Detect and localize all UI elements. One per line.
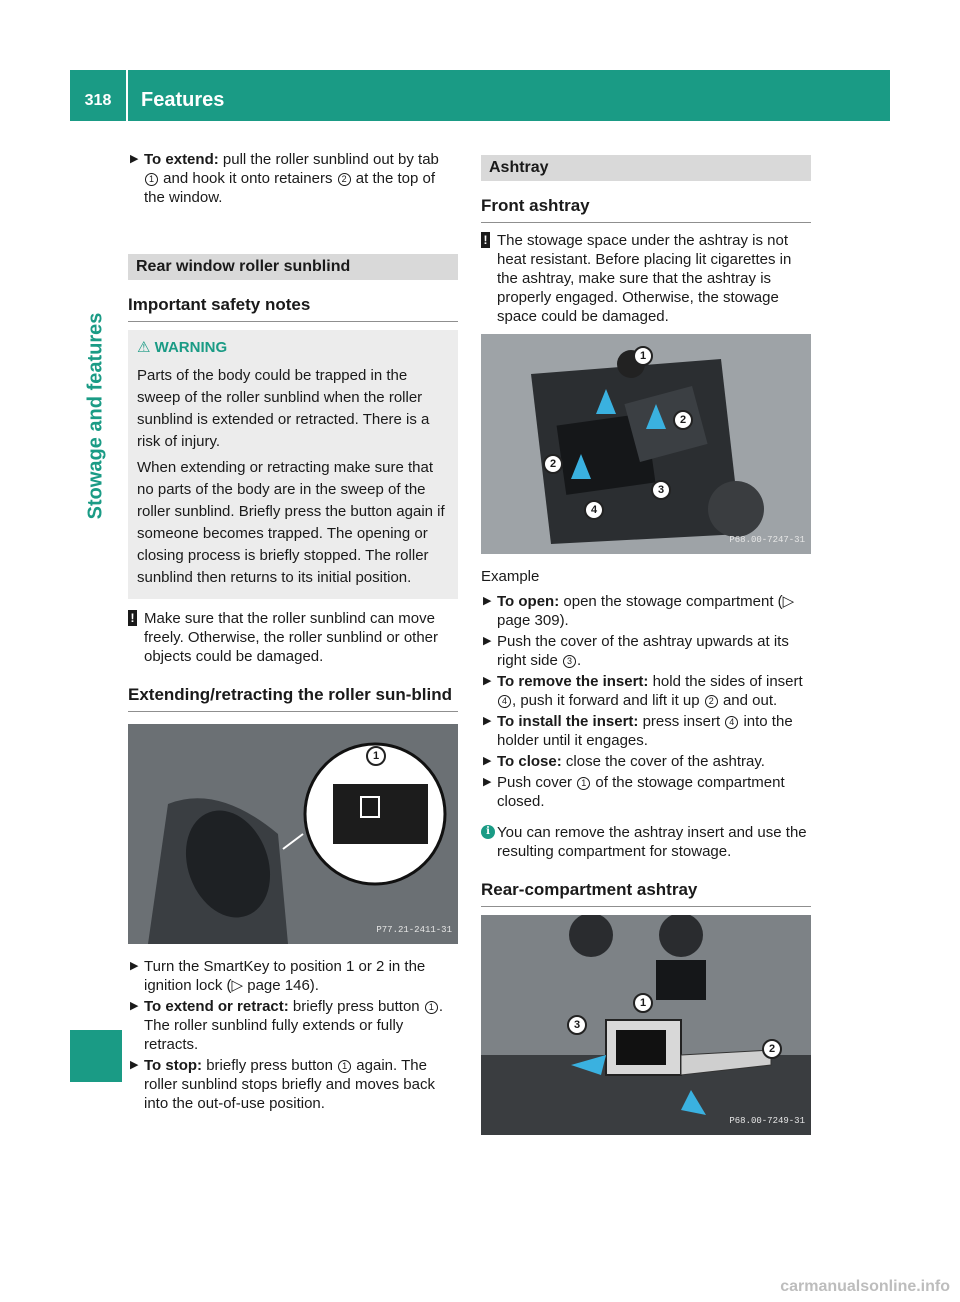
step-ignition: ▶ Turn the SmartKey to position 1 or 2 in the ignition lock (▷ page 146). <box>130 958 426 994</box>
callout-1: 1 <box>633 993 653 1013</box>
side-tab-label: Stowage and features <box>84 312 107 520</box>
front-ashtray-illustration <box>481 334 811 554</box>
side-tab-marker <box>70 1030 122 1082</box>
step-push-compartment: ▶ Push cover 1 of the stowage compartment closed. <box>483 774 785 810</box>
rear-ashtray-illustration <box>481 915 811 1135</box>
caution-note: ! Make sure that the roller sunblind can move freely. Otherwise, the roller sunblind or other objects could be damaged. <box>128 609 458 666</box>
step-arrow-icon: ▶ <box>130 960 139 972</box>
callout-2-left: 2 <box>543 454 563 474</box>
page-title: Features <box>141 89 225 111</box>
safety-heading: Important safety notes <box>128 294 458 322</box>
info-note: i You can remove the ashtray insert and use the resulting compartment for stowage. <box>481 823 811 861</box>
warning-box <box>128 330 458 599</box>
ashtray-caution-note: ! The stowage space under the ashtray is not heat resistant. Before placing lit cigarettes in the ashtray, make sure that the ashtray is properly engaged. Otherwise, the stowage space could be damaged. <box>481 231 811 326</box>
ashtray-steps <box>481 592 811 811</box>
extend-step: ▶ To extend: pull the roller sunblind out by tab 1 and hook it onto retainers 2 at the top of the window. <box>130 151 439 206</box>
section-title-sunblind: Rear window roller sunblind <box>128 254 458 280</box>
step-install-insert: ▶ To install the insert: press insert 4 into the holder until it engages. <box>483 713 793 749</box>
console-illustration <box>128 724 458 944</box>
step-arrow-icon: ▶ <box>483 595 492 607</box>
step-remove-insert: ▶ To remove the insert: hold the sides of insert 4 , push it forward and lift it up 2 and out. <box>483 673 803 709</box>
step-open: ▶ To open: open the stowage compartment (▷ page 309). <box>483 593 795 629</box>
step-arrow-icon: ▶ <box>483 715 492 727</box>
warning-para-1: Parts of the body could be trapped in the sweep of the roller sunblind when the roller sunblind is extended or retracted. There is a risk of injury. <box>137 367 430 450</box>
section-title-ashtray: Ashtray <box>481 155 811 181</box>
warning-triangle-icon: ⚠ <box>137 339 151 356</box>
left-column <box>128 150 458 1115</box>
callout-3: 3 <box>567 1015 587 1035</box>
step-arrow-icon: ▶ <box>130 1000 139 1012</box>
step-arrow-icon: ▶ <box>130 1059 139 1071</box>
ref-1: 1 <box>145 173 158 186</box>
right-column <box>481 150 811 1135</box>
step-arrow-icon: ▶ <box>483 675 492 687</box>
watermark: carmanualsonline.info <box>780 1278 950 1295</box>
side-tab <box>70 121 122 711</box>
step-arrow-icon: ▶ <box>483 755 492 767</box>
callout-2: 2 <box>762 1039 782 1059</box>
caution-icon: ! <box>481 232 490 248</box>
step-stop: ▶ To stop: briefly press button 1 again. The roller sunblind stops briefly and moves back into the out-of-use position. <box>130 1057 435 1112</box>
callout-3: 3 <box>651 480 671 500</box>
step-close: ▶ To close: close the cover of the ashtray. <box>483 753 765 770</box>
step-arrow-icon: ▶ <box>483 635 492 647</box>
step-arrow-icon: ▶ <box>483 776 492 788</box>
warning-title: ⚠ WARNING <box>137 339 228 356</box>
rear-ashtray-figure <box>481 915 811 1135</box>
callout-2-right: 2 <box>673 410 693 430</box>
step-push-cover: ▶ Push the cover of the ashtray upwards at its right side 3 . <box>483 633 789 669</box>
front-ashtray-figure <box>481 334 811 554</box>
caution-icon: ! <box>128 610 137 626</box>
callout-1: 1 <box>366 746 386 766</box>
ref-2: 2 <box>338 173 351 186</box>
page-number: 318 <box>70 70 128 121</box>
figure-id: P68.00-7249-31 <box>729 1116 805 1126</box>
steps-list <box>128 957 458 1113</box>
rear-ashtray-heading: Rear-compartment ashtray <box>481 879 811 907</box>
front-ashtray-heading: Front ashtray <box>481 195 811 223</box>
figure-id: P77.21-2411-31 <box>376 925 452 935</box>
warning-para-2: When extending or retracting make sure that no parts of the body are in the sweep of the roller sunblind. Briefly press the button again if someone becomes trapped. The opening or closing process is briefly stopped. The roller sunblind then returns to its initial position. <box>137 459 445 586</box>
step-extend-retract: ▶ To extend or retract: briefly press button 1 . The roller sunblind fully extends or fully retracts. <box>130 998 443 1053</box>
step-arrow-icon: ▶ <box>130 153 139 165</box>
sunblind-button-figure <box>128 724 458 944</box>
figure-id: P68.00-7247-31 <box>729 535 805 545</box>
extending-heading: Extending/retracting the roller sun-blind <box>128 684 458 712</box>
example-label: Example <box>481 568 540 585</box>
callout-4: 4 <box>584 500 604 520</box>
info-icon: i <box>481 825 495 839</box>
callout-1: 1 <box>633 346 653 366</box>
